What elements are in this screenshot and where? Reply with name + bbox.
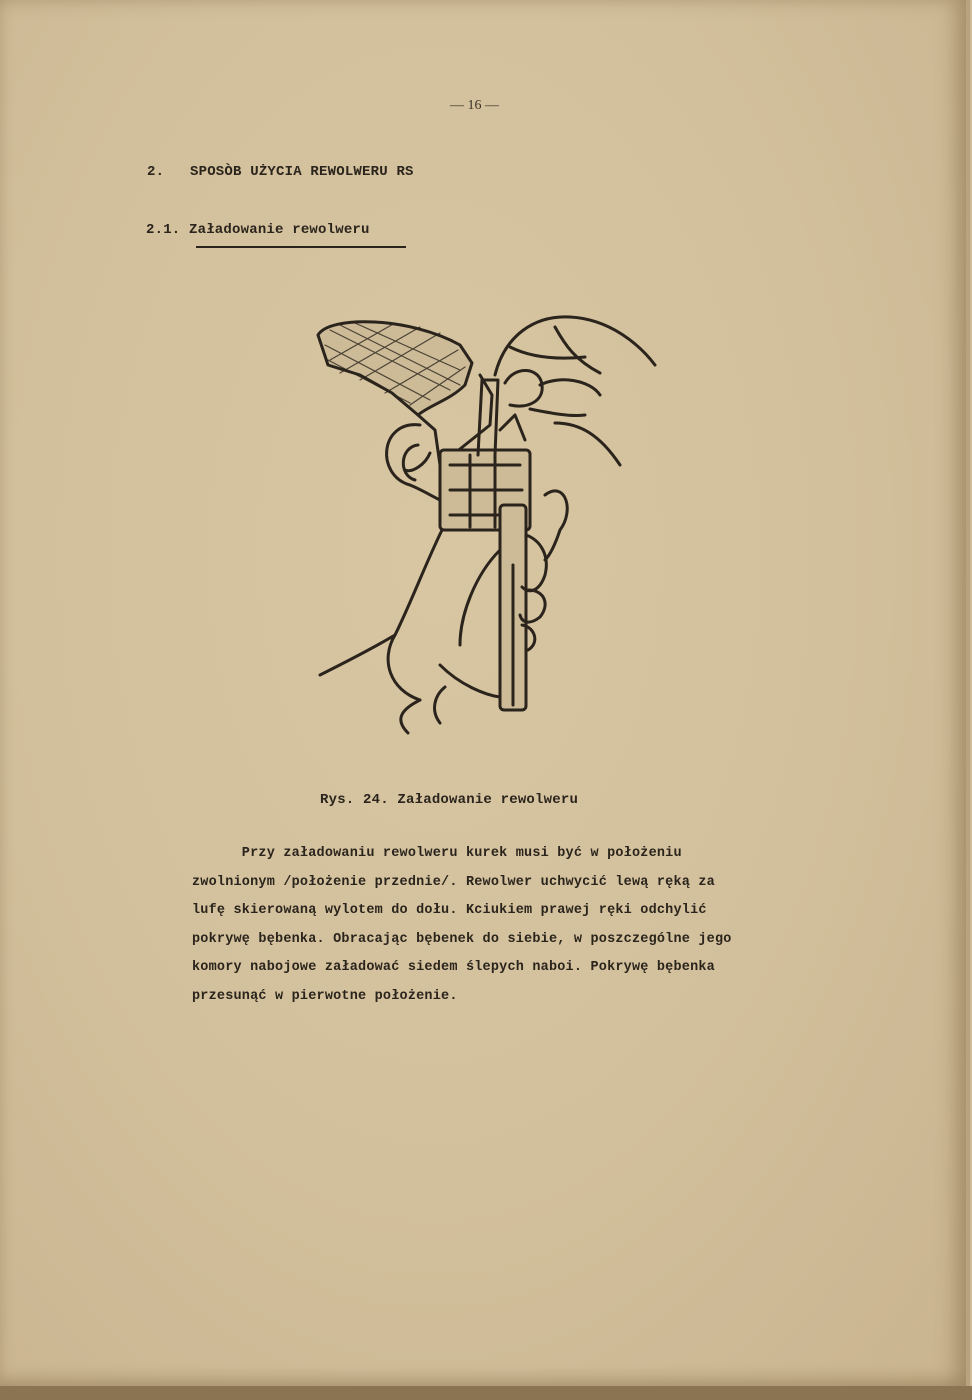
body-line: przesunąć w pierwotne położenie.: [192, 988, 458, 1004]
section-title: 2. SPOSÒB UŻYCIA REWOLWERU RS: [147, 164, 414, 180]
revolver-loading-illustration: [300, 305, 670, 735]
body-line: komory nabojowe załadować siedem ślepych naboi. Pokrywę bębenka: [192, 960, 715, 975]
body-line: zwolnionym /położenie przednie/. Rewolwer uchwycić lewą ręką za: [192, 874, 715, 890]
sleeve-cuff: [320, 635, 395, 675]
figure-caption: Rys. 24. Załadowanie rewolweru: [320, 792, 579, 808]
body-line: lufę skierowaną wylotem do dołu. Kciukiem prawej ręki odchylić: [192, 903, 707, 918]
body-paragraph: [192, 840, 842, 1011]
trigger-guard: [387, 425, 440, 500]
right-hand: [495, 317, 655, 375]
body-line: pokrywę bębenka. Obracając bębenek do siebie, w poszczególne jego: [192, 931, 732, 947]
page-number: — 16 —: [450, 98, 499, 113]
subsection-title: 2.1. Załadowanie rewolweru: [146, 222, 370, 238]
left-hand: [545, 491, 567, 560]
page-bottom-edge: [0, 1386, 972, 1400]
body-line: Przy załadowaniu rewolweru kurek musi być w położeniu: [192, 846, 682, 861]
subsection-underline: [196, 246, 406, 248]
